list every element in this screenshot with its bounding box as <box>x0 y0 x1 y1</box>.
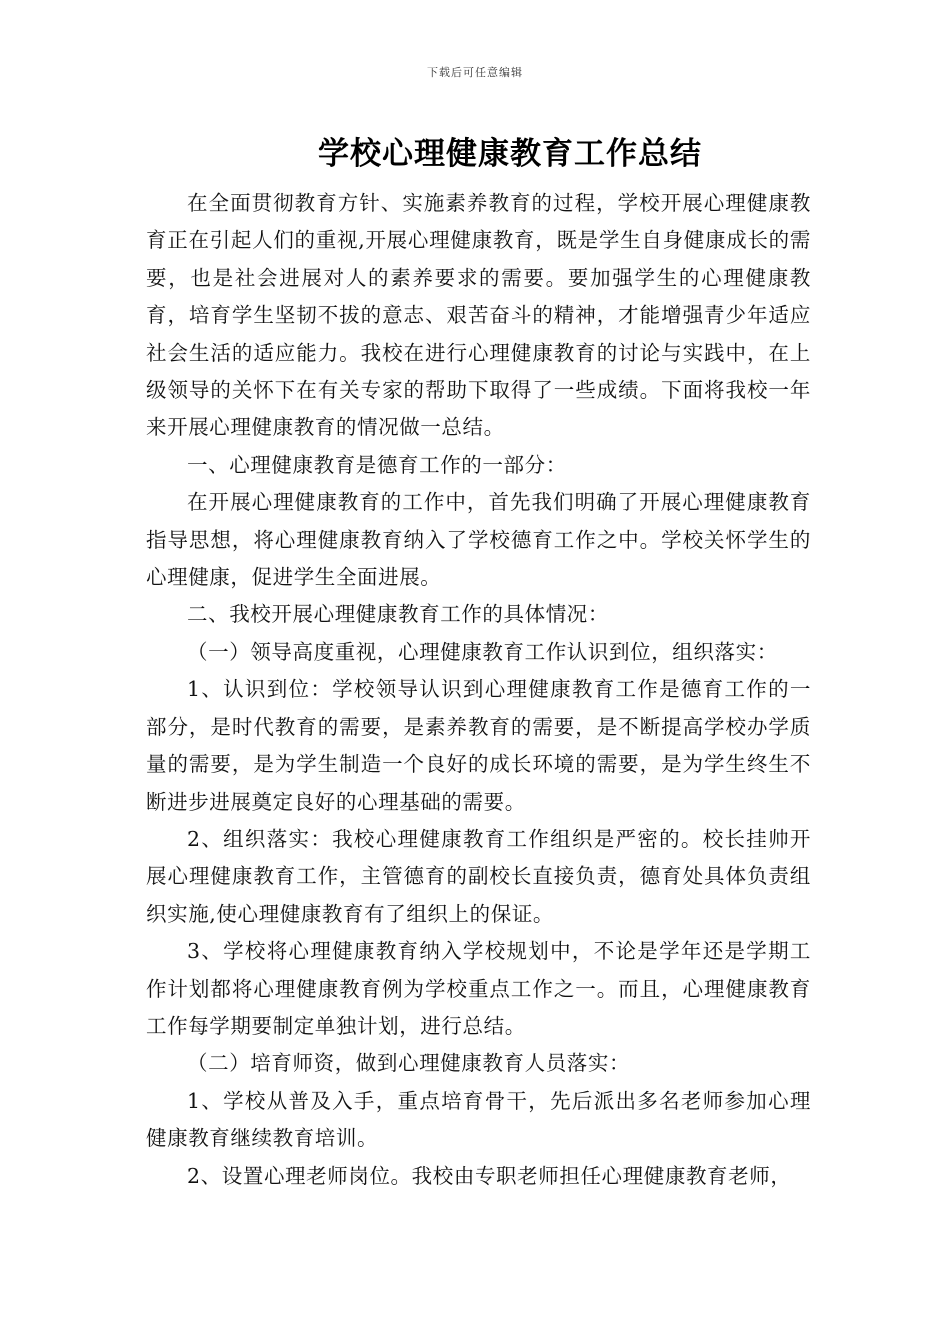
paragraph-item-5: 2、设置心理老师岗位。我校由专职老师担任心理健康教育老师， <box>187 1163 792 1188</box>
paragraph-item-4: 1、学校从普及入手，重点培育骨干，先后派出多名老师参加心理健康教育继续教育培训。 <box>146 1088 811 1151</box>
document-body <box>146 185 811 1195</box>
header-note: 下载后可任意编辑 <box>427 66 523 79</box>
paragraph-item-1: 1、认识到位：学校领导认识到心理健康教育工作是德育工作的一部分，是时代教育的需要，是素养教育的需要，是不断提高学校办学质量的需要，是为学生制造一个良好的成长环境的需要，是为学生终生不断进步进展奠定良好的心理基础的需要。 <box>146 677 811 814</box>
section-heading-2: 二、我校开展心理健康教育工作的具体情况： <box>187 602 609 627</box>
subsection-heading-1: （一）领导高度重视，心理健康教育工作认识到位，组织落实： <box>187 639 778 664</box>
paragraph-item-2: 2、组织落实：我校心理健康教育工作组织是严密的。校长挂帅开展心理健康教育工作，主管德育的副校长直接负责，德育处具体负责组织实施,使心理健康教育有了组织上的保证。 <box>146 826 811 926</box>
document-title: 学校心理健康教育工作总结 <box>318 136 702 172</box>
section-heading-1: 一、心理健康教育是德育工作的一部分： <box>187 452 567 477</box>
paragraph-intro: 在全面贯彻教育方针、实施素养教育的过程，学校开展心理健康教育正在引起人们的重视,开展心理健康教育，既是学生自身健康成长的需要，也是社会进展对人的素养要求的需要。要加强学生的心理健康教育，培育学生坚韧不拔的意志、艰苦奋斗的精神，才能增强青少年适应社会生活的适应能力。我校在进行心理健康教育的讨论与实践中，在上级领导的关怀下在有关专家的帮助下取得了一些成绩。下面将我校一年来开展心理健康教育的情况做一总结。 <box>146 191 811 440</box>
subsection-heading-2: （二）培育师资，做到心理健康教育人员落实： <box>187 1051 631 1076</box>
paragraph-section-1: 在开展心理健康教育的工作中，首先我们明确了开展心理健康教育指导思想，将心理健康教育纳入了学校德育工作之中。学校关怀学生的心理健康，促进学生全面进展。 <box>146 490 811 590</box>
paragraph-item-3: 3、学校将心理健康教育纳入学校规划中，不论是学年还是学期工作计划都将心理健康教育例为学校重点工作之一。而且，心理健康教育工作每学期要制定单独计划，进行总结。 <box>146 939 811 1038</box>
